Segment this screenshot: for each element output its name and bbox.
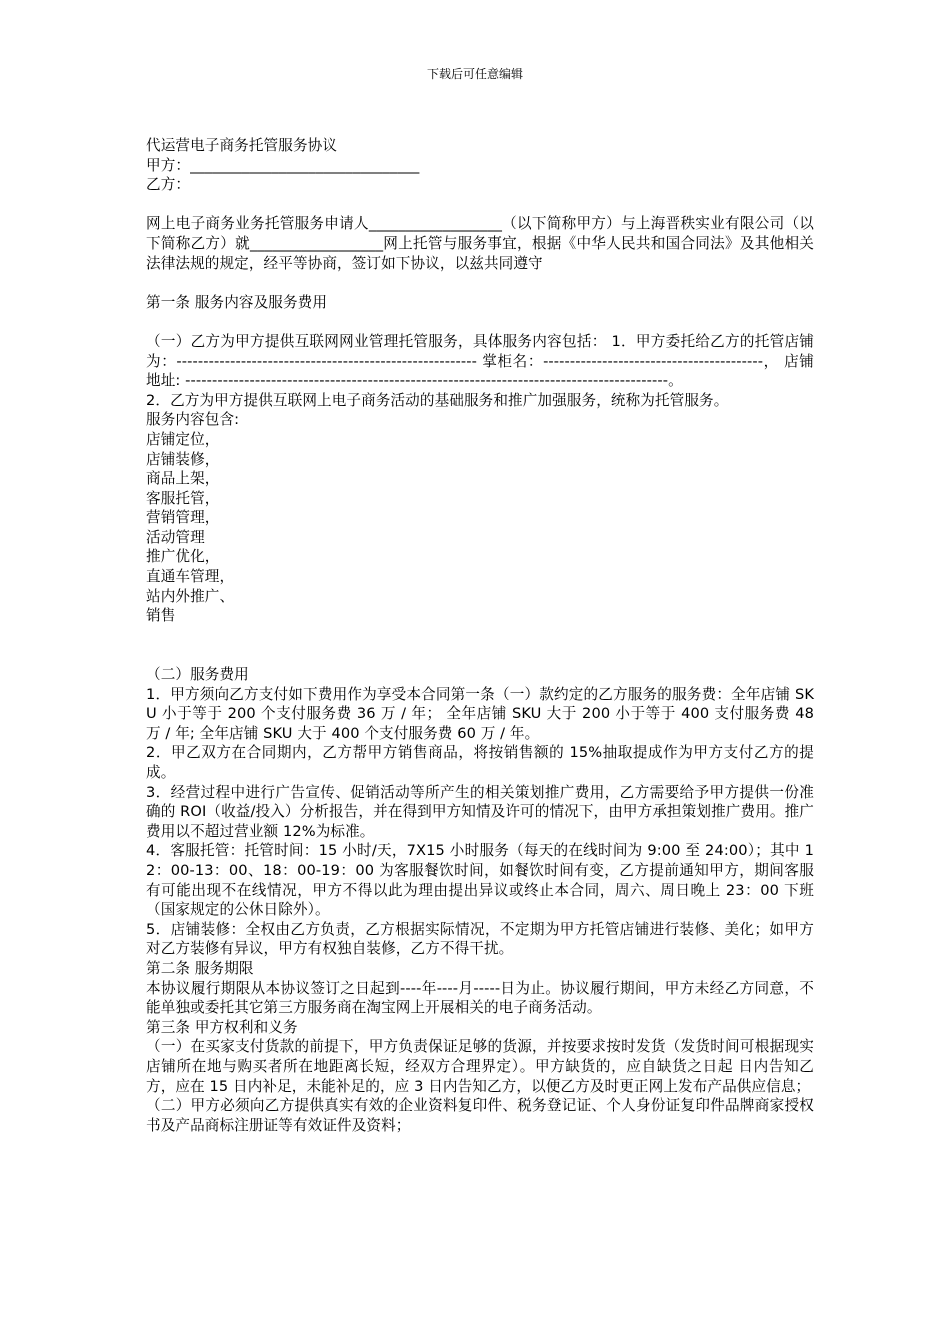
article-2-paragraph: 本协议履行期限从本协议签订之日起到----年----月-----日为止。协议履行期间，甲方未经乙方同意，不能单独或委托其它第三方服务商在淘宝网上开展相关的电子商务活动。 xyxy=(146,979,814,1017)
fee-clause-4: 4．客服托管：托管时间：15 小时/天，7X15 小时服务（每天的在线时间为 9:00 至 24:00）；其中 12：00-13：00、18：00-19：00 为客服餐饮时间，如餐饮时间有变，乙方提前通知甲方，期间客服有可能出现不在线情况，甲方不得以此为理由提出异议或终止本合同，周六、周日晚上 23：00 下班（国家规定的公休日除外）。 xyxy=(146,842,814,919)
fee-clause-3: 3．经营过程中进行广告宣传、促销活动等所产生的相关策划推广费用，乙方需要给予甲方提供一份准确的 ROI（收益/投入）分析报告，并在得到甲方知情及许可的情况下，由甲方承担策划推广费用。推广费用以不超过营业额 12%为标准。 xyxy=(146,783,814,840)
article-1-paragraph-1: （一）乙方为甲方提供互联网网业管理托管服务，具体服务内容包括： 1．甲方委托给乙方的托管店铺为：-------------------------------------------------------- 掌柜名：-----------------------------------------， 店铺地址: ------------------------------------------------------------------------------------------。 xyxy=(146,332,814,390)
fee-clause-5: 5．店铺装修：全权由乙方负责，乙方根据实际情况，不定期为甲方托管店铺进行装修、美化；如甲方对乙方装修有异议，甲方有权独自装修，乙方不得干扰。 xyxy=(146,920,814,958)
party-a-line: 甲方：_______________________________ xyxy=(146,156,420,174)
document-title: 代运营电子商务托管服务协议 xyxy=(146,137,338,154)
article-2-title: 第二条 服务期限 xyxy=(146,959,254,977)
article-1-title: 第一条 服务内容及服务费用 xyxy=(146,293,328,311)
service-item: 店铺定位， xyxy=(146,430,220,448)
fee-section-title: （二）服务费用 xyxy=(146,666,249,684)
service-item: 站内外推广、 xyxy=(146,587,235,605)
fee-clause-2: 2．甲乙双方在合同期内，乙方帮甲方销售商品，将按销售额的 15%抽取提成作为甲方支付乙方的提成。 xyxy=(146,744,814,781)
document-body xyxy=(146,136,819,1135)
fee-clause-1: 1．甲方须向乙方支付如下费用作为享受本合同第一条（一）款约定的乙方服务的服务费：全年店铺 SKU 小于等于 200 个支付服务费 36 万 / 年； 全年店铺 SKU 大于 200 小于等于 400 支付服务费 48 万 / 年; 全年店铺 SKU 大于 400 个支付服务费 60 万 / 年。 xyxy=(146,685,819,742)
service-item: 商品上架， xyxy=(146,470,220,488)
service-item: 直通车管理， xyxy=(146,568,235,586)
service-item: 营销管理， xyxy=(146,509,220,527)
service-item: 客服托管， xyxy=(146,489,220,507)
service-item: 店铺装修， xyxy=(146,450,220,468)
service-item: 推广优化， xyxy=(146,548,220,566)
intro-paragraph: 网上电子商务业务托管服务申请人__________________（以下简称甲方）与上海晋秩实业有限公司（以下简称乙方）就__________________网上托管与服务事宜，根据《中华人民共和国合同法》及其他相关法律法规的规定，经平等协商，签订如下协议，以兹共同遵守 xyxy=(146,215,814,272)
article-3-paragraph-2: （二）甲方必须向乙方提供真实有效的企业资料复印件、税务登记证、个人身份证复印件品牌商家授权书及产品商标注册证等有效证件及资料； xyxy=(146,1097,814,1134)
services-label: 服务内容包含: xyxy=(146,411,240,429)
page-header-note: 下载后可任意编辑 xyxy=(426,67,523,81)
service-item: 销售 xyxy=(146,607,176,625)
article-1-paragraph-2: 2．乙方为甲方提供互联网上电子商务活动的基础服务和推广加强服务，统称为托管服务。 xyxy=(146,391,729,409)
article-3-paragraph-1: （一）在买家支付货款的前提下，甲方负责保证足够的货源，并按要求按时发货（发货时间可根据现实店铺所在地与购买者所在地距离长短，经双方合理界定）。甲方缺货的，应自缺货之日起 日内告知乙方，应在 15 日内补足，未能补足的，应 3 日内告知乙方，以便乙方及时更正网上发布产品供应信息； xyxy=(146,1038,814,1095)
article-3-title: 第三条 甲方权利和义务 xyxy=(146,1018,298,1036)
party-b-line: 乙方： xyxy=(146,176,191,194)
service-item: 活动管理 xyxy=(146,528,205,546)
